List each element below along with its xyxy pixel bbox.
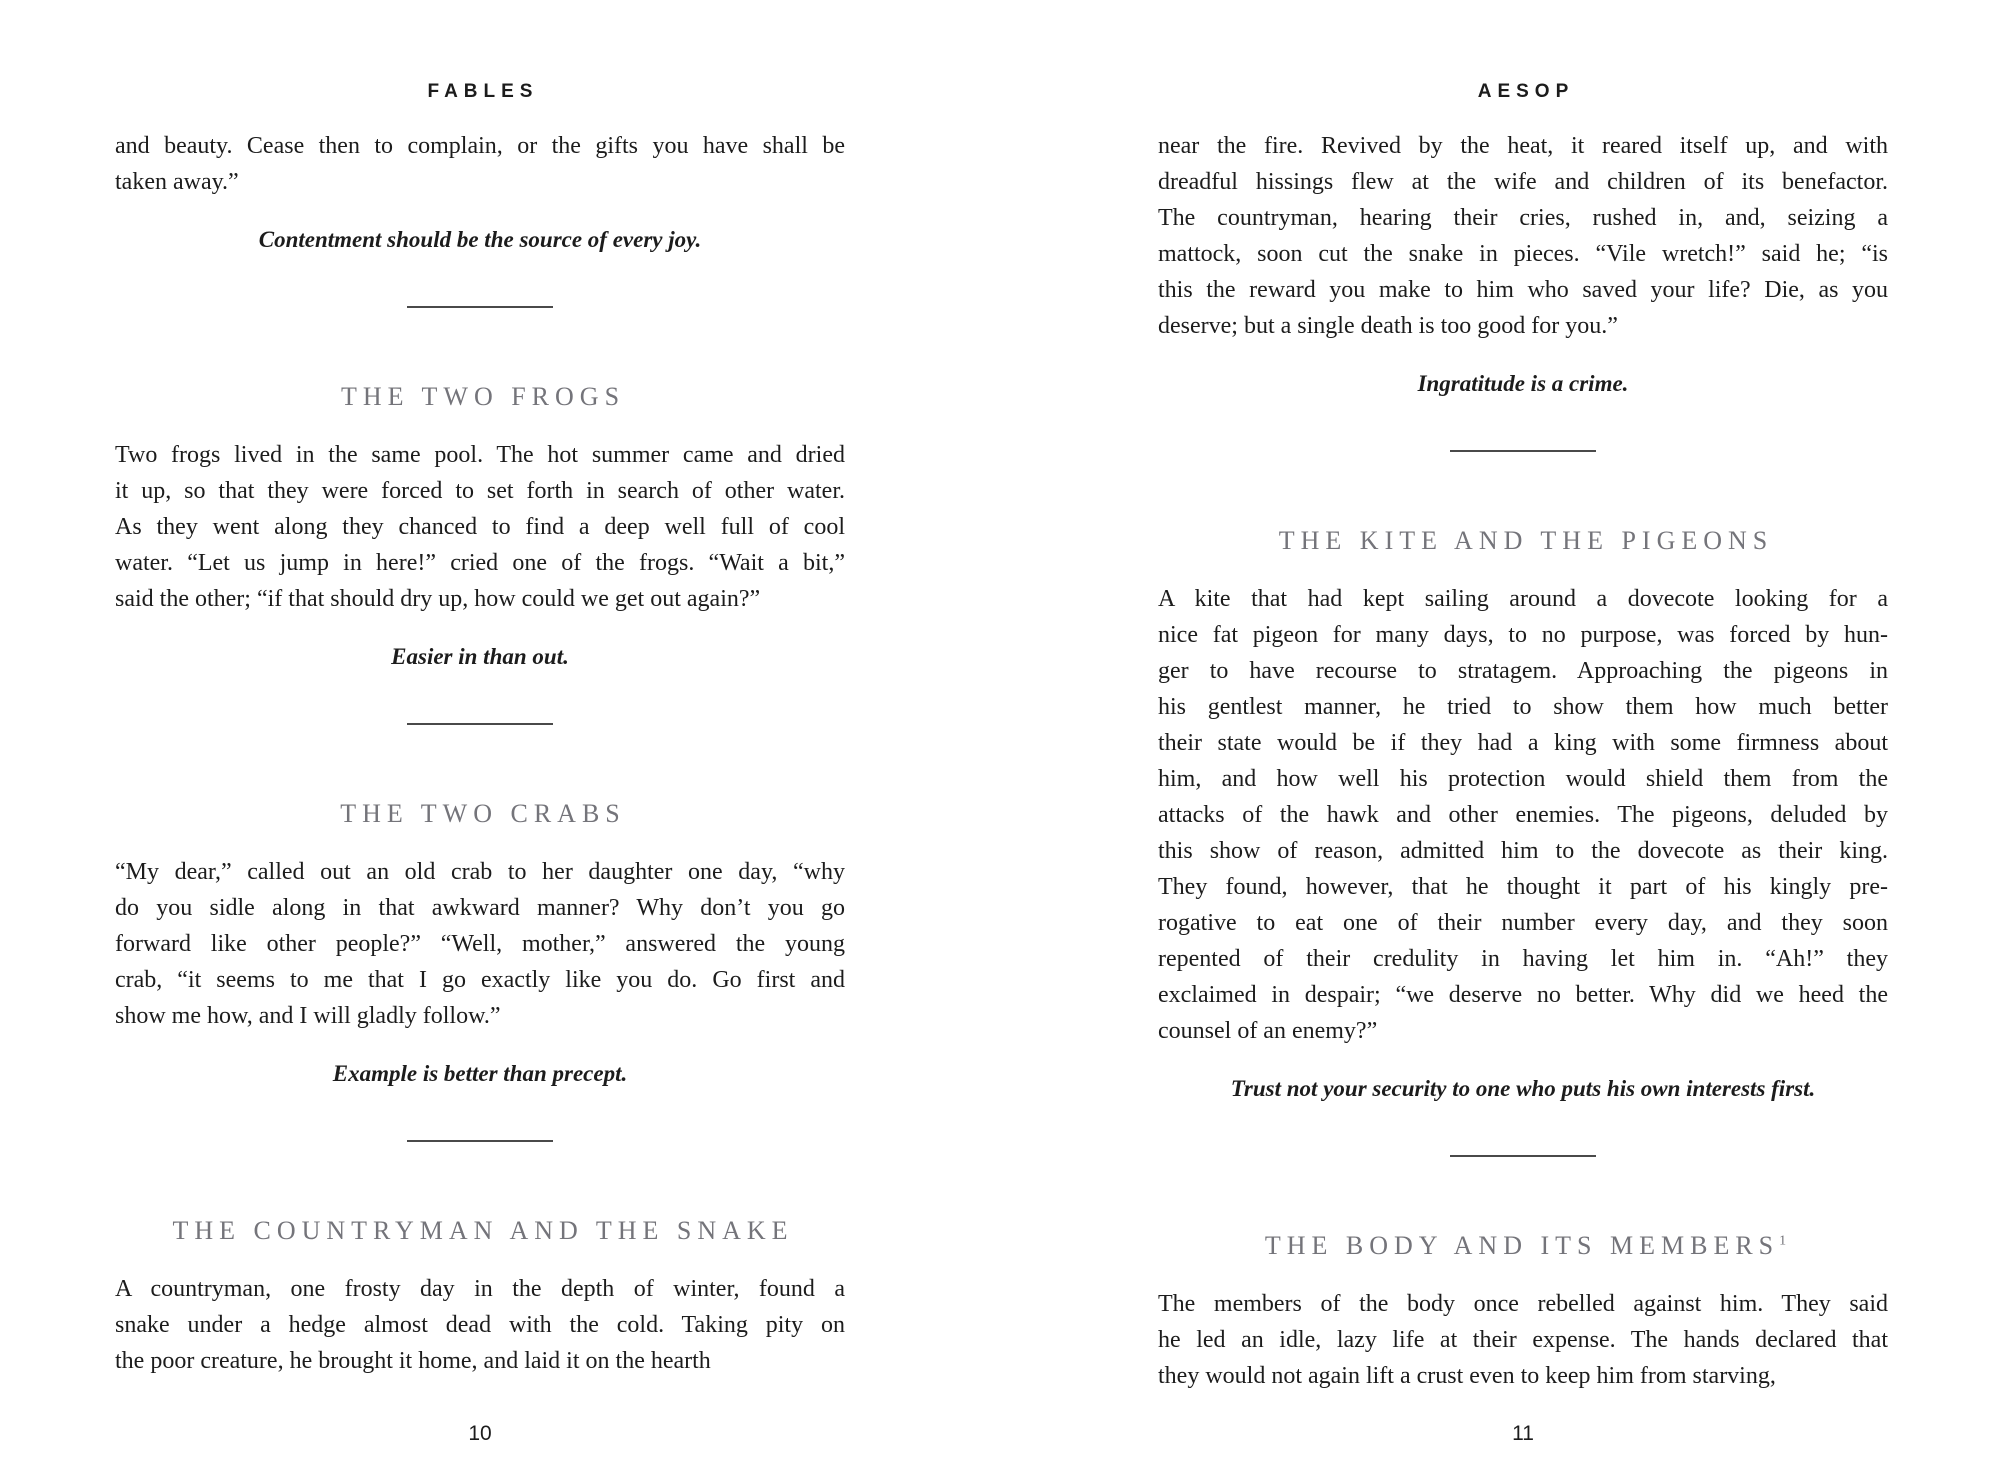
body-line: A kite that had kept sailing around a dovecote looking for a: [1158, 586, 1888, 612]
running-head-left: FABLES: [427, 81, 539, 102]
section-divider: [407, 1140, 553, 1142]
fable-title: THE KITE AND THE PIGEONS: [1278, 526, 1774, 555]
body-line: “My dear,” called out an old crab to her daughter one day, “why: [115, 859, 845, 885]
body-line: he led an idle, lazy life at their expense. The hands declared that: [1158, 1327, 1888, 1353]
section-divider: [1450, 450, 1596, 452]
body-line: snake under a hedge almost dead with the cold. Taking pity on: [115, 1312, 845, 1338]
section-divider: [407, 306, 553, 308]
body-line: crab, “it seems to me that I go exactly like you do. Go first and: [115, 967, 845, 993]
fable-title: THE TWO FROGS: [340, 382, 626, 411]
body-line: The countryman, hearing their cries, rushed in, and, seizing a: [1158, 205, 1888, 231]
body-line: dreadful hissings flew at the wife and children of its benefactor.: [1158, 169, 1888, 195]
body-line: near the fire. Revived by the heat, it reared itself up, and with: [1158, 133, 1888, 159]
fable-title: THE BODY AND ITS MEMBERS$^1$: [1264, 1231, 1788, 1260]
moral-text: Ingratitude is a crime.: [1417, 371, 1629, 396]
body-line: forward like other people?” “Well, mother,” answered the young: [115, 931, 845, 957]
body-paragraph: [1158, 581, 1888, 1049]
body-line: deserve; but a single death is too good for you.”: [1158, 313, 1618, 339]
body-line: repented of their credulity in having let him in. “Ah!” they: [1158, 946, 1888, 972]
body-line: and beauty. Cease then to complain, or the gifts you have shall be: [115, 133, 845, 159]
body-line: nice fat pigeon for many days, to no purpose, was forced by hun-: [1158, 622, 1888, 648]
page-body-left: [115, 128, 845, 1379]
body-line: said the other; “if that should dry up, how could we get out again?”: [115, 586, 761, 612]
body-line: do you sidle along in that awkward manner? Why don’t you go: [115, 895, 845, 921]
body-line: rogative to eat one of their number every day, and they soon: [1158, 910, 1888, 936]
section-divider: [1450, 1155, 1596, 1157]
page-number-left: 10: [468, 1422, 492, 1445]
body-line: Two frogs lived in the same pool. The hot summer came and dried: [115, 442, 845, 468]
body-line: they would not again lift a crust even to keep him from starving,: [1158, 1363, 1776, 1389]
footnote-marker: 1: [1779, 1233, 1788, 1249]
body-line: As they went along they chanced to find a deep well full of cool: [115, 514, 845, 540]
body-line: this the reward you make to him who saved your life? Die, as you: [1158, 277, 1888, 303]
fable-title: THE COUNTRYMAN AND THE SNAKE: [172, 1216, 794, 1245]
moral-text: Easier in than out.: [391, 644, 569, 669]
moral-text: Trust not your security to one who puts his own interests first.: [1230, 1076, 1816, 1101]
body-paragraph: [1158, 128, 1888, 344]
body-line: taken away.”: [115, 169, 239, 195]
body-line: show me how, and I will gladly follow.”: [115, 1003, 501, 1029]
body-paragraph: [1158, 1286, 1888, 1394]
moral-text: Contentment should be the source of every joy.: [258, 227, 702, 252]
page-left: [115, 0, 845, 1473]
body-line: the poor creature, he brought it home, and laid it on the hearth: [115, 1348, 711, 1374]
body-line: The members of the body once rebelled against him. They said: [1158, 1291, 1888, 1317]
body-line: counsel of an enemy?”: [1158, 1018, 1378, 1044]
body-line: their state would be if they had a king with some firmness about: [1158, 730, 1888, 756]
page-body-right: [1158, 128, 1888, 1394]
body-paragraph: [115, 854, 845, 1034]
body-paragraph: [115, 128, 845, 200]
body-line: it up, so that they were forced to set forth in search of other water.: [115, 478, 845, 504]
body-line: A countryman, one frosty day in the depth of winter, found a: [115, 1276, 845, 1302]
body-paragraph: [115, 437, 845, 617]
body-line: exclaimed in despair; “we deserve no better. Why did we heed the: [1158, 982, 1888, 1008]
body-line: him, and how well his protection would shield them from the: [1158, 766, 1888, 792]
page-number-right: 11: [1512, 1422, 1534, 1445]
body-line: mattock, soon cut the snake in pieces. “Vile wretch!” said he; “is: [1158, 241, 1888, 267]
body-line: his gentlest manner, he tried to show them how much better: [1158, 694, 1888, 720]
body-line: water. “Let us jump in here!” cried one of the frogs. “Wait a bit,”: [115, 550, 845, 576]
body-line: ger to have recourse to stratagem. Approaching the pigeons in: [1158, 658, 1888, 684]
page-right: [1158, 0, 1888, 1473]
section-divider: [407, 723, 553, 725]
body-line: this show of reason, admitted him to the dovecote as their king.: [1158, 838, 1888, 864]
running-head-right: AESOP: [1477, 81, 1575, 102]
body-paragraph: [115, 1271, 845, 1379]
body-line: They found, however, that he thought it part of his kingly pre-: [1158, 874, 1888, 900]
fable-title: THE TWO CRABS: [340, 799, 626, 828]
moral-text: Example is better than precept.: [332, 1061, 628, 1086]
body-line: attacks of the hawk and other enemies. The pigeons, deluded by: [1158, 802, 1888, 828]
